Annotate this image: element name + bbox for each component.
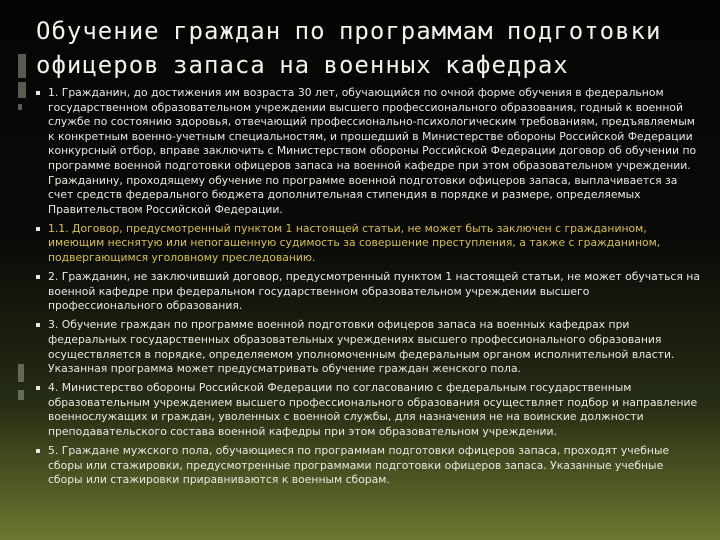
slide-body (36, 86, 700, 492)
item-text: 3. Обучение граждан по программе военной подготовки офицеров запаса на военных кафедрах при федеральных государственных образовательных учреждениях высшего профессионального образования осуществляется в порядке, определяемом уполномоченным федеральным органом исполнительной власти. Указанная программа может предусматривать обучение граждан женского пола. (48, 318, 675, 376)
list-item (36, 318, 700, 376)
bullet-icon (36, 323, 40, 327)
item-text: 1. Гражданин, до достижения им возраста 30 лет, обучающийся по очной форме обучения в федеральном государственном образовательном учреждении высшего профессионального образования, годный к военной службе по состоянию здоровья, отвечающий профессионально-психологическим требованиям, предъявляемым к конкретным военно-учетным специальностям, и прошедший в Министерстве обороны Российской Федерации конкурсный отбор, вправе заключить с Министерством обороны Российской Федерации договор об обучении по программе военной подготовки офицеров запаса на военной кафедре при этом образовательном учреждении. Гражданину, проходящему обучение по программе военной подготовки офицеров запаса, выплачивается за счет средств федерального бюджета дополнительная стипендия в порядке и размере, определяемых Правительством Российской Федерации. (48, 86, 697, 216)
bullet-icon (36, 227, 40, 231)
item-text: 2. Гражданин, не заключивший договор, предусмотренный пунктом 1 настоящей статьи, не может обучаться на военной кафедре при федеральном государственном образовательном учреждении высшего профессионального образования. (48, 270, 700, 313)
bullet-icon (36, 91, 40, 95)
item-text: 5. Граждане мужского пола, обучающиеся по программам подготовки офицеров запаса, проходят учебные сборы или стажировки, предусмотренные программами подготовки офицеров запаса. Указанные учебные сборы или стажировки приравниваются к военным сборам. (48, 444, 670, 487)
list-item-highlighted (36, 222, 700, 266)
bullet-icon (36, 275, 40, 279)
list-item (36, 381, 700, 439)
item-text: 4. Министерство обороны Российской Федерации по согласованию с федеральным государственным образовательным учреждением высшего профессионального образования осуществляет подбор и направление военнослужащих и граждан, уволенных с военной службы, для назначения не на воинские должности преподавательского состава военной кафедры при этом образовательном учреждении. (48, 381, 698, 439)
bullet-icon (36, 449, 40, 453)
decorative-sidebar-bars (18, 8, 38, 508)
list-item (36, 270, 700, 314)
slide-title: Обучение граждан по программам подготовки офицеров запаса на военных кафедрах (36, 17, 662, 79)
list-item (36, 444, 700, 488)
item-text: 1.1. Договор, предусмотренный пунктом 1 настоящей статьи, не может быть заключен с гражданином, имеющим неснятую или непогашенную судимость за совершение преступления, а также с гражданином, подвергающимся уголовному преследованию. (48, 221, 661, 265)
list-item (36, 86, 700, 217)
bullet-icon (36, 386, 40, 390)
